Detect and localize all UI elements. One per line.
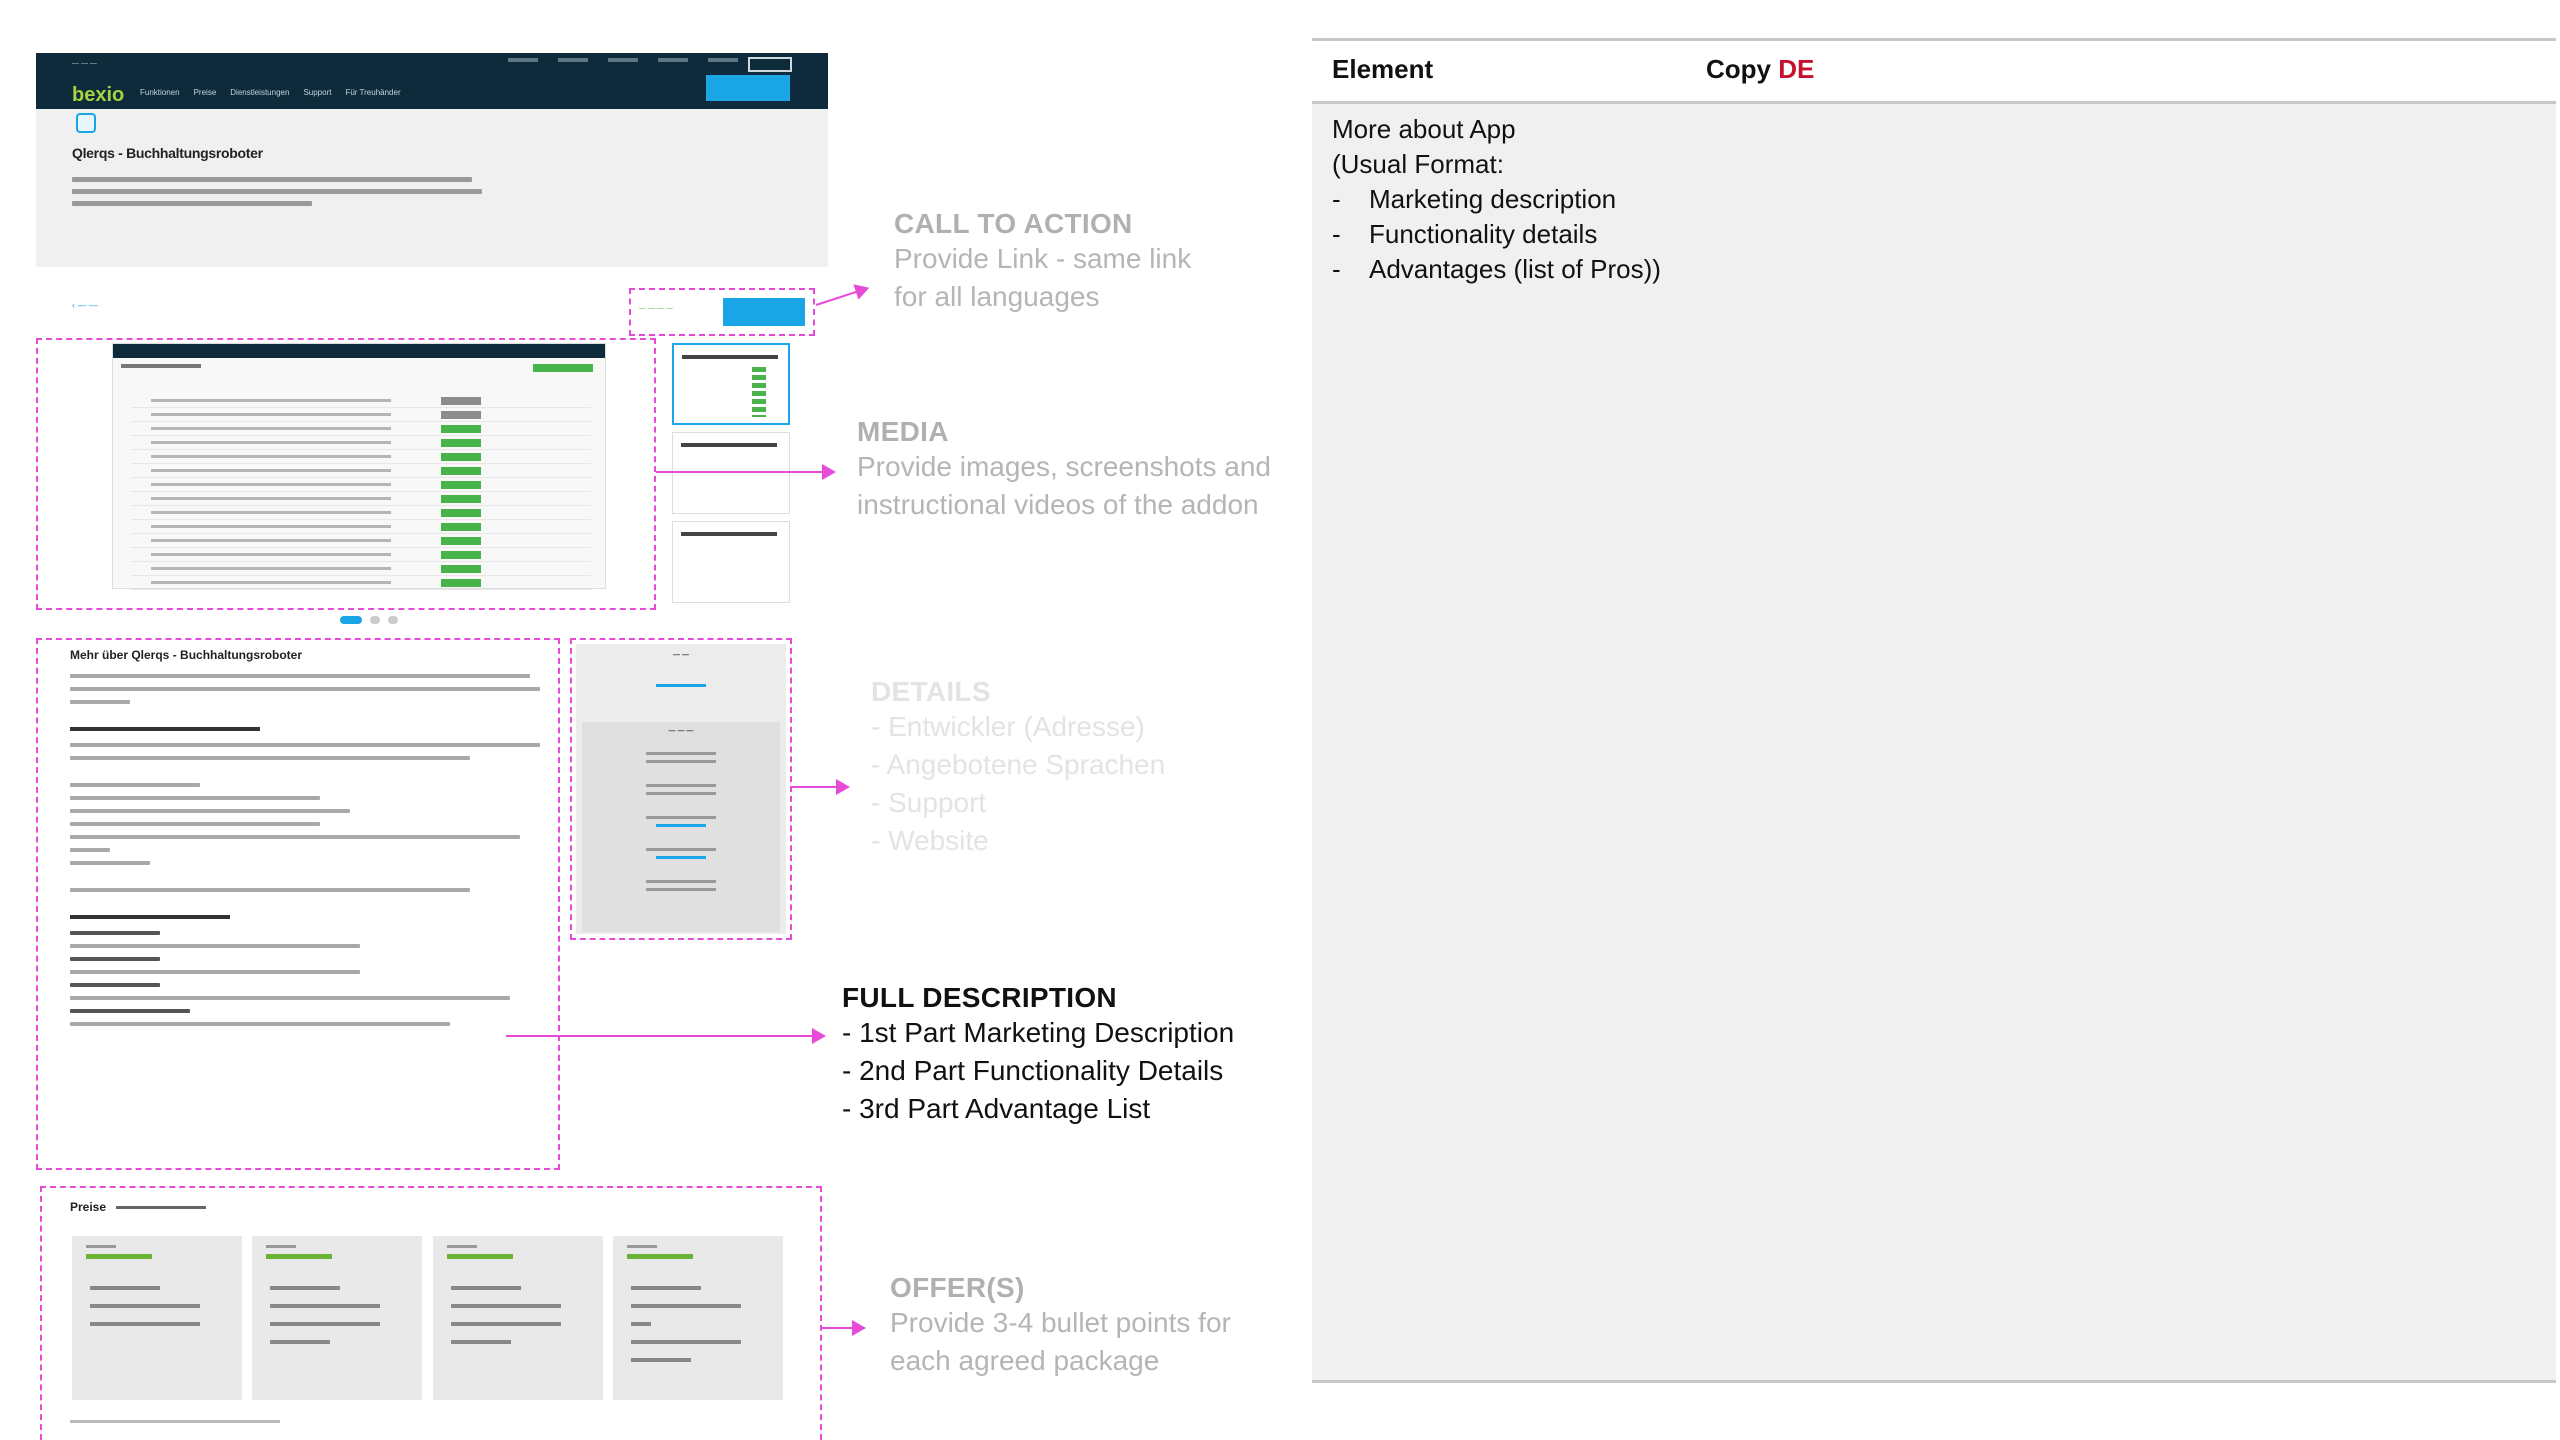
- cell-bullet: - Marketing description: [1332, 182, 1661, 217]
- cell-bullet: - Functionality details: [1332, 217, 1661, 252]
- details-annotation-line: - Support: [871, 787, 987, 818]
- mockup-top-links: [508, 58, 738, 62]
- mockup-hero-text: [72, 177, 492, 213]
- cta-annotation-line: for all languages: [894, 281, 1100, 312]
- mockup-back-link[interactable]: ‹ — —: [72, 300, 98, 310]
- offers-subtitle: [116, 1206, 206, 1209]
- media-thumbnail[interactable]: [672, 521, 790, 603]
- description-annotation-line: - 2nd Part Functionality Details: [842, 1055, 1224, 1086]
- offers-annotation-line: each agreed package: [890, 1345, 1160, 1376]
- cell-bullet-list: [1332, 182, 1661, 287]
- media-carousel-dots[interactable]: [340, 616, 398, 624]
- description-annotation-line: - 3rd Part Advantage List: [842, 1093, 1151, 1124]
- mockup-menu-item[interactable]: Funktionen: [140, 88, 180, 97]
- details-arrow: [792, 786, 848, 788]
- description-annotation-title: FULL DESCRIPTION: [842, 982, 1117, 1013]
- cta-arrow: [816, 287, 868, 306]
- media-annotation: [857, 416, 1271, 524]
- table-cell-element[interactable]: [1332, 112, 1661, 287]
- mockup-hero-title: Qlerqs - Buchhaltungsroboter: [72, 145, 263, 161]
- mockup-menu-item[interactable]: Dienstleistungen: [230, 88, 290, 97]
- media-arrow: [656, 471, 834, 473]
- details-annotation-line: - Entwickler (Adresse): [871, 711, 1145, 742]
- description-text: [70, 674, 540, 1035]
- mockup-install-button[interactable]: [723, 298, 805, 326]
- description-annotation: [842, 982, 1234, 1128]
- cta-annotation: [894, 208, 1191, 316]
- details-annotation-line: - Website: [871, 825, 989, 856]
- media-thumbnail[interactable]: [672, 343, 790, 425]
- mockup-topbar: [36, 53, 828, 109]
- media-thumbnail[interactable]: [672, 432, 790, 514]
- mockup-menu-item[interactable]: Preise: [193, 88, 217, 97]
- offers-annotation: [890, 1272, 1231, 1380]
- cta-region: [629, 288, 815, 336]
- offer-card[interactable]: [72, 1236, 242, 1400]
- media-main-screenshot[interactable]: [112, 343, 606, 589]
- details-annotation-title: DETAILS: [871, 676, 991, 707]
- cta-annotation-title: CALL TO ACTION: [894, 208, 1133, 239]
- mockup-hero: [36, 53, 828, 267]
- description-arrow: [506, 1035, 824, 1037]
- offers-annotation-line: Provide 3-4 bullet points for: [890, 1307, 1231, 1338]
- offers-annotation-title: OFFER(S): [890, 1272, 1025, 1303]
- mockup-contact-link[interactable]: — — — —: [639, 305, 673, 312]
- media-annotation-line: Provide images, screenshots and: [857, 451, 1271, 482]
- mockup-topbar-text: — — —: [72, 60, 97, 67]
- mockup-signup-button[interactable]: [706, 75, 790, 101]
- media-annotation-line: instructional videos of the addon: [857, 489, 1259, 520]
- details-annotation-line: - Angebotene Sprachen: [871, 749, 1166, 780]
- description-title: Mehr über Qlerqs - Buchhaltungsroboter: [70, 648, 303, 662]
- media-annotation-title: MEDIA: [857, 416, 949, 447]
- table-header-element: Element: [1332, 54, 1434, 84]
- mockup-login-button[interactable]: [748, 57, 792, 72]
- cta-annotation-line: Provide Link - same link: [894, 243, 1192, 274]
- cell-line: (Usual Format:: [1332, 149, 1504, 179]
- table-body: [1312, 104, 2556, 1383]
- description-annotation-line: - 1st Part Marketing Description: [842, 1017, 1235, 1048]
- offers-title: Preise: [70, 1200, 107, 1214]
- offers-arrow: [822, 1327, 864, 1329]
- cell-line: More about App: [1332, 114, 1516, 144]
- table-header-language: DE: [1778, 54, 1815, 84]
- mockup-menu-item[interactable]: Für Treuhänder: [345, 88, 401, 97]
- table-header-copy: [1706, 54, 1814, 85]
- details-panel: — — — — —: [576, 644, 786, 934]
- app-icon: [76, 113, 96, 133]
- mockup-logo[interactable]: bexio: [72, 84, 125, 106]
- offers-footnote: [70, 1420, 280, 1423]
- table-header-copy-label: Copy: [1706, 54, 1771, 84]
- cell-bullet: - Advantages (list of Pros)): [1332, 252, 1661, 287]
- offer-card[interactable]: [613, 1236, 783, 1400]
- mockup-menu: [140, 88, 401, 97]
- mockup-menu-item[interactable]: Support: [303, 88, 332, 97]
- offer-card[interactable]: [252, 1236, 422, 1400]
- offer-card[interactable]: [433, 1236, 603, 1400]
- details-annotation: [871, 676, 1165, 860]
- table-header: [1312, 41, 2556, 104]
